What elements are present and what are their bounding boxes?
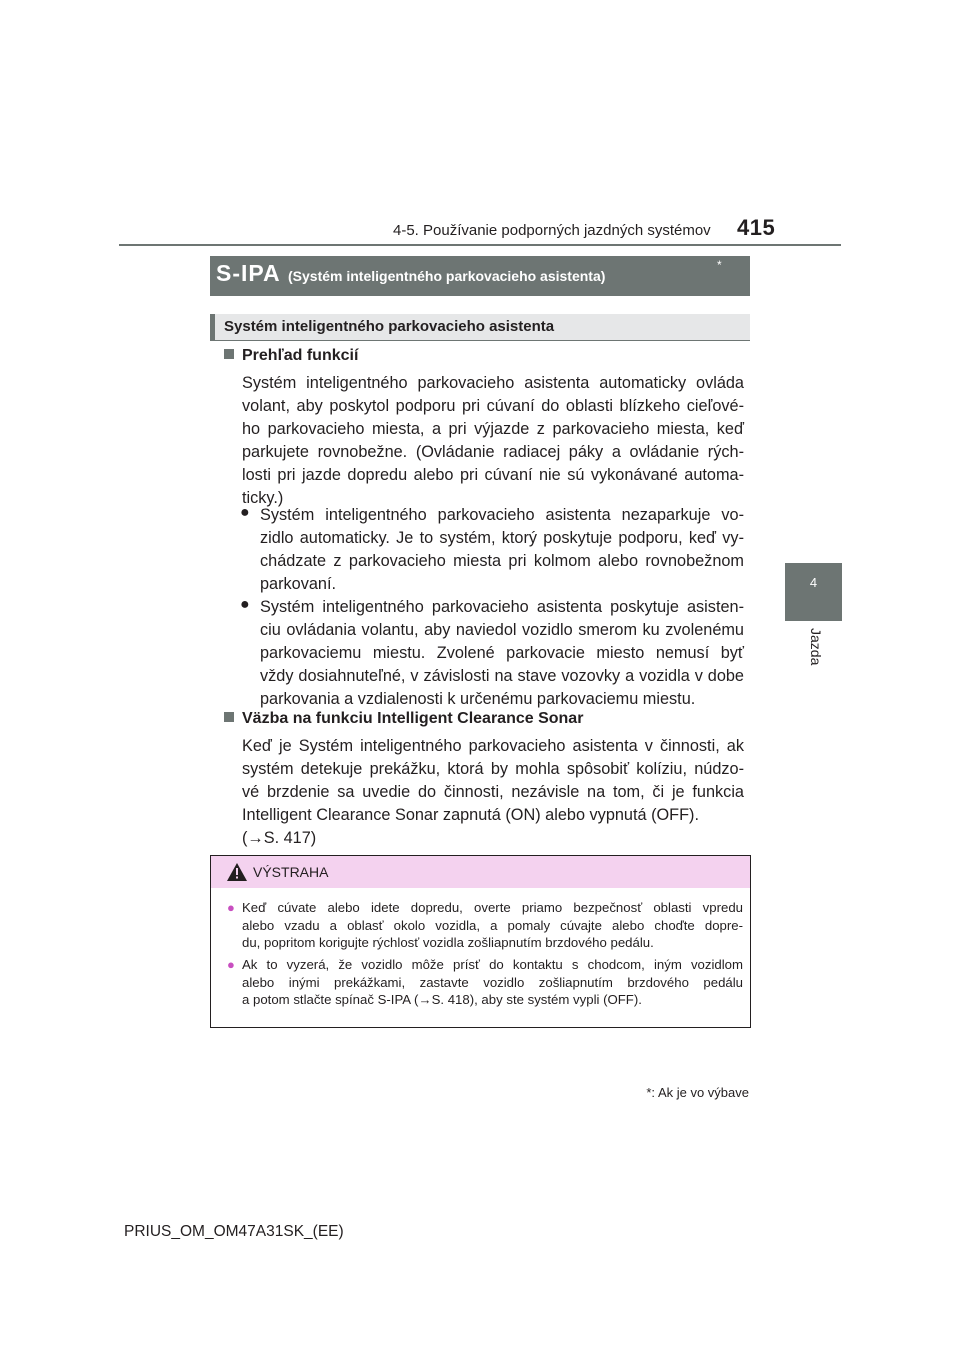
header-divider xyxy=(119,244,841,246)
bullet-dot-icon: ● xyxy=(240,596,250,613)
section2-paragraph xyxy=(242,735,744,850)
chapter-label-text: Jazda xyxy=(808,628,824,666)
text-line: losti pri jazde dopredu alebo pri cúvaní nie sú vykonávané automa- xyxy=(242,466,744,484)
page-reference-link[interactable]: (→S. 417) xyxy=(242,829,317,847)
warning-item xyxy=(227,899,743,952)
text-line: Keď je Systém inteligentného parkovacieho asistenta v činnosti, ak xyxy=(242,737,744,755)
text-line: parkovania a vzdialenosti k určenému parkovaciemu miestu. xyxy=(260,690,696,708)
heading-square-icon xyxy=(224,349,234,359)
heading-square-icon xyxy=(224,712,234,722)
text-line: parkujete rovnobežne. (Ovládanie radiacej páky a ovládanie rých- xyxy=(242,443,744,461)
warning-title: VÝSTRAHA xyxy=(253,864,329,880)
section-title-main: S-IPA xyxy=(216,260,281,286)
chapter-tab xyxy=(785,563,842,621)
text-line: Systém inteligentného parkovacieho asistenta nezaparkuje vo- xyxy=(260,506,744,524)
subtitle-text: Systém inteligentného parkovacieho asistenta xyxy=(224,318,555,335)
section1-heading-text: Prehľad funkcií xyxy=(242,347,359,364)
text-line: alebo inými prekážkami, zastavte vozidlo zošliapnutím brzdového pedálu xyxy=(242,974,743,990)
text-line: vždy dosiahnuteľné, v závislosti na stave vozovky a vozidla v dobe xyxy=(260,667,744,685)
text-line: ticky.) xyxy=(242,489,284,507)
section1-bullet-1 xyxy=(260,504,744,596)
warning-box xyxy=(210,855,751,1028)
warning-item xyxy=(227,956,743,1009)
text-line: Intelligent Clearance Sonar zapnutá (ON) alebo vypnutá (OFF). xyxy=(242,806,700,824)
warning-triangle-icon xyxy=(227,863,247,881)
subtitle-bar xyxy=(210,314,750,341)
bullet-dot-icon: ● xyxy=(240,504,250,521)
text-line: Keď cúvate alebo idete dopredu, overte priamo bezpečnosť oblasti vpredu xyxy=(242,900,743,915)
section2-heading-text: Väzba na funkciu Intelligent Clearance Sonar xyxy=(242,710,584,727)
subtitle-accent xyxy=(210,314,215,340)
chapter-tab-number: 4 xyxy=(809,575,818,590)
text-line: alebo vzadu a oblasť okolo vozidla, a pomaly cúvajte alebo choďte dopre- xyxy=(242,917,743,933)
text-line: zidlo automaticky. Je to systém, ktorý poskytuje podporu, keď vy- xyxy=(260,529,744,547)
section1-bullet-2 xyxy=(260,596,744,711)
section1-heading xyxy=(224,347,358,365)
text-line: systém detekuje prekážku, ktorá by mohla spôsobiť kolíziu, núdzo- xyxy=(242,760,744,778)
section-title-sub: (Systém inteligentného parkovacieho asistenta) xyxy=(288,268,606,284)
section1-paragraph xyxy=(242,372,744,510)
page-number: 415 xyxy=(737,215,776,240)
footnote: *: Ak je vo výbave xyxy=(646,1085,749,1100)
warning-bullet-icon: ● xyxy=(227,900,235,915)
text-line: vé brzdenie sa uvedie do činnosti, nezávisle na tom, či je funkcia xyxy=(242,783,744,801)
text-line: ho parkovacieho miesta, a pri výjazde z parkovacieho miesta, keď xyxy=(242,420,744,438)
text-line: parkovaní. xyxy=(260,575,337,593)
text-line: ciu ovládania volantu, aby naviedol vozidlo smerom ku zvolenému xyxy=(260,621,744,639)
header-section-title: 4-5. Používanie podporných jazdných systémov xyxy=(393,222,711,239)
text-line: Ak to vyzerá, že vozidlo môže prísť do kontaktu s chodcom, iným vozidlom xyxy=(242,957,743,972)
text-line: a potom stlačte spínač S-IPA (→S. 418), aby ste systém vypli (OFF). xyxy=(242,992,642,1007)
warning-header xyxy=(211,856,750,888)
text-line: volant, aby poskytol podporu pri cúvaní do oblasti blízkeho cieľové- xyxy=(242,397,744,415)
document-code: PRIUS_OM_OM47A31SK_(EE) xyxy=(124,1223,344,1240)
text-line: Systém inteligentného parkovacieho asistenta poskytuje asisten- xyxy=(260,598,744,616)
section2-heading xyxy=(224,710,583,728)
text-line: Systém inteligentného parkovacieho asistenta automaticky ovláda xyxy=(242,374,744,392)
section-title-bar xyxy=(210,256,750,296)
text-line: chádzate z parkovacieho miesta pri kolmom alebo rovnobežnom xyxy=(260,552,744,570)
chapter-label xyxy=(802,628,826,688)
warning-bullet-icon: ● xyxy=(227,957,235,972)
text-line: du, popritom korigujte rýchlosť vozidla zošliapnutím brzdového pedálu. xyxy=(242,935,654,950)
section-title-star: * xyxy=(717,258,722,272)
text-line: parkovaciemu miestu. Zvolené parkovacie miesto nemusí byť xyxy=(260,644,744,662)
